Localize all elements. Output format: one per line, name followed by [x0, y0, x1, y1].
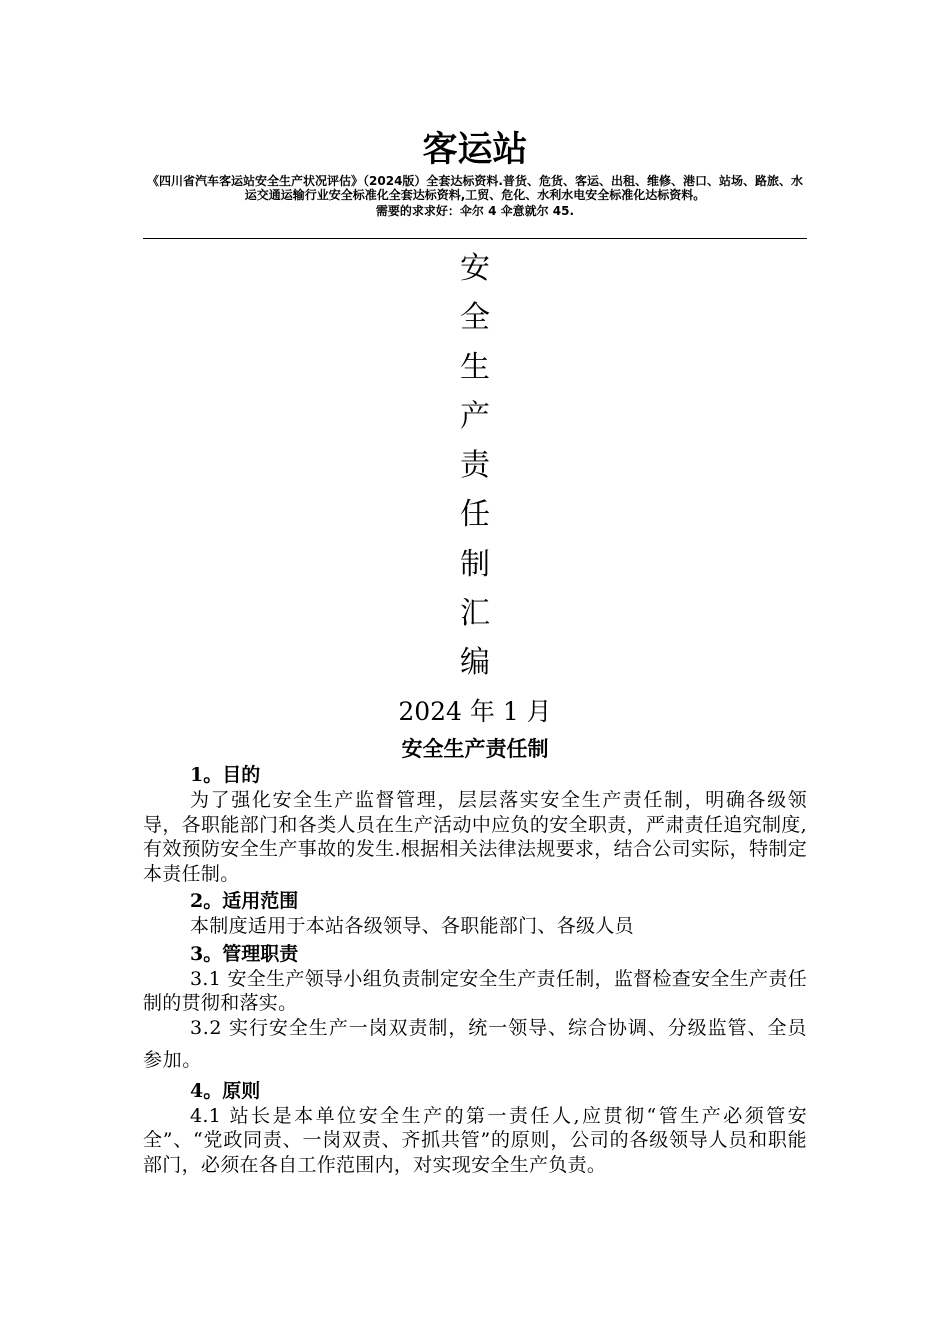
cover-date: 2024 年 1 月 [398, 697, 552, 726]
paragraph-purpose: 为了强化安全生产监督管理，层层落实安全生产责任制，明确各级领导，各职能部门和各类人员在生产活动中应负的安全职责，严肃责任追究制度,有效预防安全生产事故的发生.根据相关法律法规要求，结合公司实际，特制定本责任制。 [143, 789, 807, 885]
heading-purpose: 1。目的 [190, 764, 261, 786]
heading-principles: 4。原则 [190, 1079, 261, 1102]
header-contact: 需要的求求好：伞尔 4 伞意就尔 45. [375, 204, 575, 218]
paragraph-4-1: 4.1 站长是本单位安全生产的第一责任人,应贯彻“管生产必须管安全”、“党政同责、一岗双责、齐抓共管”的原则，公司的各级领导人员和职能部门，必须在各自工作范围内，对实现安全生产负责。 [143, 1104, 807, 1176]
section-title: 安全生产责任制 [401, 737, 549, 761]
cover-title-char: 生 [460, 349, 490, 385]
cover-title-char: 任 [460, 497, 490, 533]
header-title: 客运站 [422, 130, 528, 170]
heading-scope: 2。适用范围 [190, 890, 299, 912]
cover-title-char: 汇 [460, 596, 490, 632]
paragraph-3-2: 3.2 实行安全生产一岗双责制，统一领导、综合协调、分级监管、全员参加。 [143, 1016, 807, 1071]
heading-responsibilities: 3。管理职责 [190, 942, 299, 965]
paragraph-3-1: 3.1 安全生产领导小组负责制定安全生产责任制，监督检查安全生产责任制的贯彻和落实。 [143, 967, 807, 1014]
cover-title-char: 制 [460, 546, 490, 582]
cover-vertical-title [440, 244, 510, 688]
cover-title-char: 全 [460, 300, 490, 336]
cover-title-char: 责 [460, 448, 490, 484]
document-header [143, 126, 807, 218]
paragraph-scope: 本制度适用于本站各级领导、各职能部门、各级人员 [190, 915, 634, 937]
document-body [143, 762, 807, 1177]
header-divider [143, 238, 807, 239]
cover-title-char: 安 [460, 251, 490, 286]
header-subtitle: 《四川省汽车客运站安全生产状况评估》（2024版）全套达标资料.普货、危货、客运、出租、维修、港口、站场、路旅、水运交通运输行业安全标准化全套达标资料,工贸、危化、水利水电安全标准化达标资料。 [147, 174, 803, 202]
cover-title-char: 产 [460, 398, 490, 434]
cover-title-char: 编 [460, 645, 490, 681]
